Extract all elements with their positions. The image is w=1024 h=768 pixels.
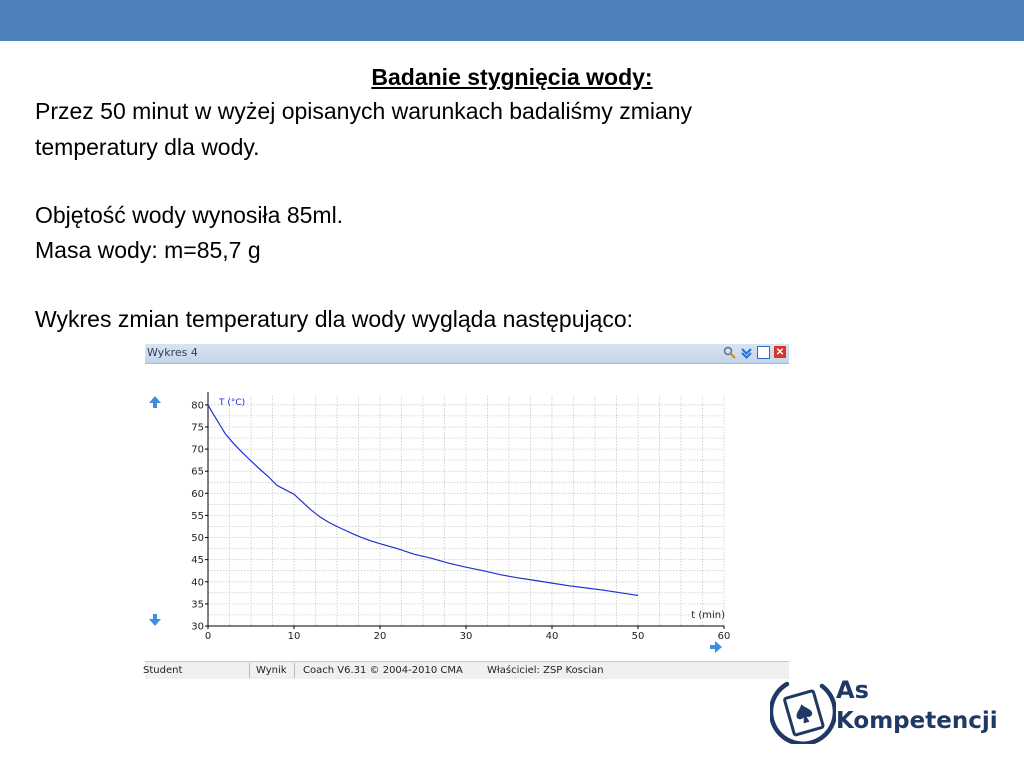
close-icon[interactable]: ✕ [775, 346, 785, 358]
x-tick-label: 50 [631, 631, 645, 642]
restore-icon[interactable] [757, 346, 770, 359]
y-tick-label: 70 [191, 444, 204, 456]
status-divider [249, 663, 250, 678]
zoom-icon[interactable] [723, 346, 736, 359]
chart-intro-line: Wykres zmian temperatury dla wody wygląda następująco: [35, 306, 634, 332]
x-tick-label: 40 [545, 631, 559, 642]
x-tick-label: 10 [287, 631, 301, 642]
window-controls [723, 346, 786, 359]
y-tick-label: 60 [191, 488, 204, 500]
x-axis-label: t (min) [691, 610, 725, 621]
intro-line-2: temperatury dla wody. [35, 134, 260, 160]
x-tick-label: 60 [717, 631, 731, 642]
window-title: Wykres 4 [147, 346, 198, 359]
y-tick-label: 40 [191, 577, 204, 589]
chart-window [145, 344, 789, 678]
intro-line-1: Przez 50 minut w wyżej opisanych warunkach badaliśmy zmiany [35, 98, 693, 124]
y-tick-label: 30 [191, 621, 204, 633]
y-tick-label: 65 [191, 466, 204, 478]
x-tick-label: 20 [373, 631, 387, 642]
x-tick-label: 0 [204, 631, 212, 642]
y-tick-label: 80 [191, 400, 204, 412]
temperature-chart [145, 364, 789, 659]
y-tick-label: 55 [191, 510, 204, 522]
status-result: Wynik [256, 665, 287, 676]
y-tick-label: 75 [191, 422, 204, 434]
status-divider [294, 663, 295, 678]
y-tick-label: 45 [191, 555, 204, 567]
status-user: Student [143, 665, 183, 676]
status-owner: Właściciel: ZSP Koscian [487, 665, 604, 676]
y-tick-label: 35 [191, 599, 204, 611]
logo-text-as: As [836, 676, 869, 704]
window-titlebar [145, 344, 789, 364]
top-accent-bar [0, 0, 1024, 41]
as-kompetencji-logo [770, 672, 1000, 748]
y-tick-label: 50 [191, 533, 204, 545]
mass-line: Masa wody: m=85,7 g [35, 237, 261, 263]
status-version: Coach V6.31 © 2004-2010 CMA [303, 665, 463, 676]
volume-line: Objętość wody wynosiła 85ml. [35, 202, 344, 228]
slide-title: Badanie stygnięcia wody: [371, 64, 653, 90]
y-axis-label: T (°C) [219, 398, 246, 408]
logo-card-icon [770, 672, 836, 744]
logo-text-kompetencji: Kompetencji [836, 708, 998, 734]
status-bar [145, 661, 789, 679]
menu-down-icon[interactable] [740, 346, 753, 359]
x-tick-label: 30 [459, 631, 473, 642]
